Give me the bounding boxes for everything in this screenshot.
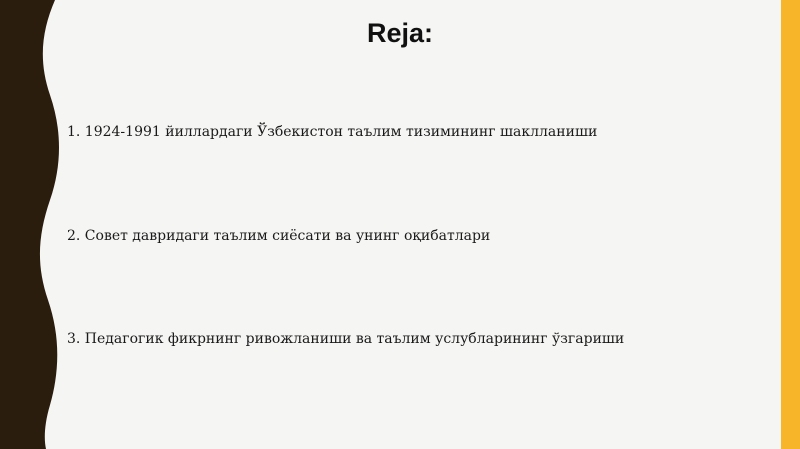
right-accent-stripe: [781, 0, 800, 449]
agenda-item-1: 1. 1924-1991 йиллардаги Ўзбекистон таълим тизимининг шаклланиши: [67, 124, 598, 140]
agenda-item-3: 3. Педагогик фикрнинг ривожланиши ва таълим услубларининг ўзгариши: [67, 331, 625, 347]
agenda-item-2: 2. Совет давридаги таълим сиёсати ва унинг оқибатлари: [67, 228, 491, 244]
slide-title: Reja:: [366, 18, 434, 48]
wavy-band-shape: [0, 0, 59, 449]
wavy-left-decoration: [0, 0, 70, 449]
